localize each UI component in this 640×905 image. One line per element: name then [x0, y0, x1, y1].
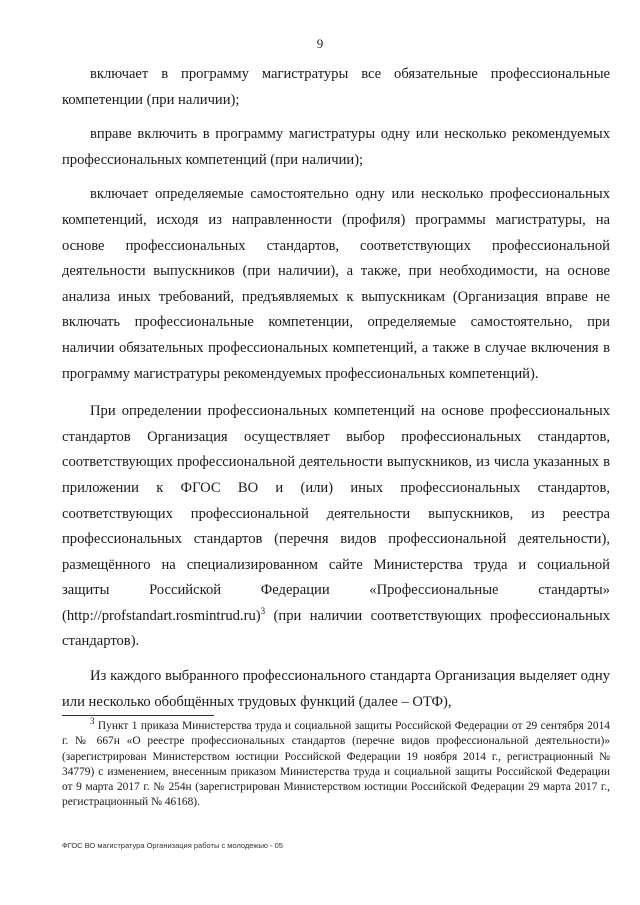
paragraph: вправе включить в программу магистратуры одну или несколько рекомендуемых профессиональных компетенций (при наличии); [62, 126, 610, 168]
footnote-separator [62, 715, 214, 716]
paragraph: Из каждого выбранного профессионального стандарта Организация выделяет одну или несколько обобщённых трудовых функций (далее – ОТФ), [62, 668, 610, 710]
page-footer: ФГОС ВО магистратура Организация работы с молодежью - 05 [62, 841, 283, 850]
page-number: 9 [316, 36, 324, 51]
footnote-reference: 3 [260, 606, 266, 617]
paragraph [62, 399, 610, 655]
paragraph-text-continued: (при наличии соответствующих профессиональных стандартов). [62, 607, 610, 650]
footnote [62, 716, 610, 811]
footnote-mark: 3 [90, 716, 95, 727]
footnote-paragraph [62, 716, 610, 811]
footnote-text: Пункт 1 приказа Министерства труда и социальной защиты Российской Федерации от 29 сентября 2014 г. № 667н «О реестре профессиональных стандартов (перечне видов профессиональной деятельности)» (зарегистрирован Министерством юстиции Российской Федерации 19 ноября 2014 г., регистрационный № 34779) с изменением, внесенным приказом Министерства труда и социальной защиты Российской Федерации от 9 марта 2017 г. № 254н (зарегистрирован Министерством юстиции Российской Федерации 29 марта 2017 г., регистрационный № 46168). [62, 720, 610, 809]
paragraph: включает определяемые самостоятельно одну или несколько профессиональных компетенций, исходя из направленности (профиля) программы магистратуры, на основе профессиональных стандартов, соответствующих профессиональной деятельности выпускников (при наличии), а также, при необходимости, на основе анализа иных требований, предъявляемых к выпускникам (Организация вправе не включать профессиональные компетенции, определяемые самостоятельно, при наличии обязательных профессиональных компетенций, а также в случае включения в программу магистратуры рекомендуемых профессиональных компетенций). [62, 186, 610, 382]
paragraph: включает в программу магистратуры все обязательные профессиональные компетенции (при наличии); [62, 66, 610, 108]
paragraph-text: При определении профессиональных компетенций на основе профессиональных стандартов Организация осуществляет выбор профессиональных стандартов, соответствующих профессиональной деятельности выпускников, из числа указанных в приложении к ФГОС ВО и (или) иных профессиональных стандартов, соответствующих профессиональной деятельности выпускников, из реестра профессиональных стандартов (перечня видов профессиональной деятельности), размещённого на специализированном сайте Министерства труда и социальной защиты Российской Федерации «Профессиональные стандарты» (http://profstandart.rosmintrud.ru) [62, 403, 610, 624]
main-text [62, 62, 610, 715]
